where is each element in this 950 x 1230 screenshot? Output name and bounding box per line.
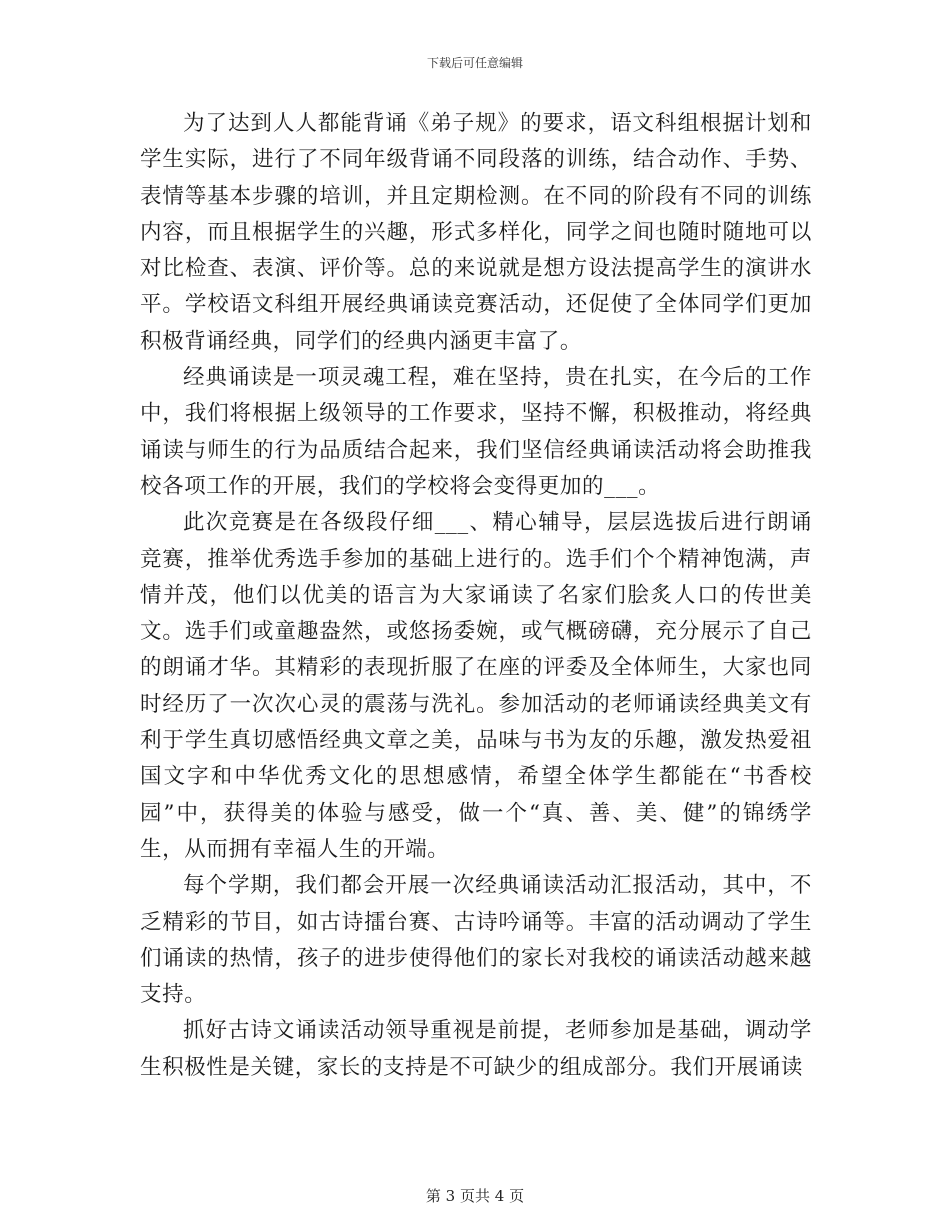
page-footer: 第 3 页共 4 页 — [425, 1187, 525, 1205]
paragraph: 每个学期，我们都会开展一次经典诵读活动汇报活动，其中，不乏精彩的节目，如古诗擂台赛、古诗吟诵等。丰富的活动调动了学生们诵读的热情，孩子的进步使得他们的家长对我校的诵读活动越来越支持。 — [140, 873, 812, 1008]
paragraph: 为了达到人人都能背诵《弟子规》的要求，语文科组根据计划和学生实际，进行了不同年级背诵不同段落的训练，结合动作、手势、表情等基本步骤的培训，并且定期检测。在不同的阶段有不同的训练内容，而且根据学生的兴趣，形式多样化，同学之间也随时随地可以对比检查、表演、评价等。总的来说就是想方设法提高学生的演讲水平。学校语文科组开展经典诵读竞赛活动，还促使了全体同学们更加积极背诵经典，同学们的经典内涵更丰富了。 — [140, 111, 812, 354]
paragraph: 抓好古诗文诵读活动领导重视是前提，老师参加是基础，调动学生积极性是关键，家长的支持是不可缺少的组成部分。我们开展诵读 — [140, 1018, 812, 1080]
page-header: 下载后可任意编辑 — [426, 56, 523, 70]
document-body — [140, 106, 812, 1086]
paragraph: 此次竞赛是在各级段仔细___、精心辅导，层层选拔后进行朗诵竞赛，推举优秀选手参加的基础上进行的。选手们个个精神饱满，声情并茂，他们以优美的语言为大家诵读了名家们脍炙人口的传世美文。选手们或童趣盎然，或悠扬委婉，或气概磅礴，充分展示了自己的朗诵才华。其精彩的表现折服了在座的评委及全体师生，大家也同时经历了一次次心灵的震荡与洗礼。参加活动的老师诵读经典美文有利于学生真切感悟经典文章之美，品味与书为友的乐趣，激发热爱祖国文字和中华优秀文化的思想感情，希望全体学生都能在“书香校园”中，获得美的体验与感受，做一个“真、善、美、健”的锦绣学生，从而拥有幸福人生的开端。 — [140, 510, 812, 862]
paragraph: 经典诵读是一项灵魂工程，难在坚持，贵在扎实，在今后的工作中，我们将根据上级领导的工作要求，坚持不懈，积极推动，将经典诵读与师生的行为品质结合起来，我们坚信经典诵读活动将会助推我校各项工作的开展，我们的学校将会变得更加的___。 — [140, 365, 812, 499]
